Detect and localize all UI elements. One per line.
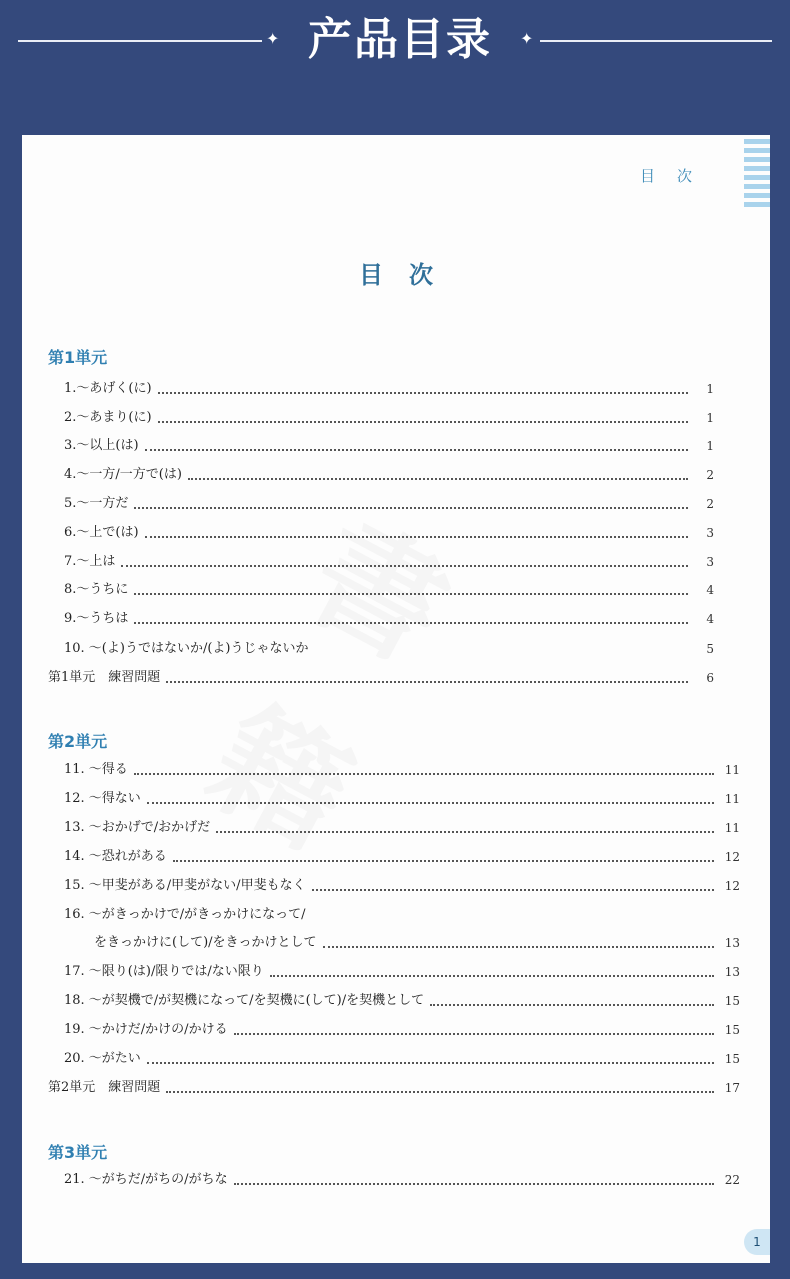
star-icon: ✦ xyxy=(266,29,280,48)
entry-page: 6 xyxy=(706,671,714,685)
entry-label: 19. ～かけだ/かけの/かける xyxy=(64,1022,228,1037)
entry-page: 11 xyxy=(724,792,740,806)
entry-label: 第2単元 練習問題 xyxy=(48,1080,161,1095)
leader-dots xyxy=(134,773,714,775)
entry-label: 5.～一方だ xyxy=(64,496,129,511)
leader-dots xyxy=(166,681,688,683)
toc-entry[interactable] xyxy=(64,551,714,573)
entry-page: 2 xyxy=(706,468,714,482)
entry-page: 13 xyxy=(724,965,740,979)
unit-heading: 第1単元 xyxy=(48,348,108,367)
entry-label: 12. ～得ない xyxy=(64,791,141,806)
entry-label: 11. ～得る xyxy=(64,762,128,777)
entry-label: 18. ～が契機で/が契機になって/を契機に(して)/を契機として xyxy=(64,993,425,1008)
leader-dots xyxy=(430,1004,714,1006)
banner-title: 产品目录 xyxy=(308,14,492,65)
leader-dots xyxy=(145,449,688,451)
toc-entry[interactable] xyxy=(64,846,740,868)
entry-page: 12 xyxy=(724,879,740,893)
leader-dots xyxy=(173,860,714,862)
entry-label: 20. ～がたい xyxy=(64,1051,141,1066)
entry-label: 10. ～(よ)うではないか/(よ)うじゃないか xyxy=(64,641,309,656)
leader-dots xyxy=(121,565,688,567)
entry-page: 22 xyxy=(724,1173,740,1187)
entry-page: 5 xyxy=(706,642,714,656)
leader-dots xyxy=(314,652,688,654)
toc-exercise-entry[interactable] xyxy=(48,667,714,689)
leader-dots xyxy=(270,975,714,977)
leader-dots xyxy=(134,622,688,624)
entry-page: 3 xyxy=(706,555,714,569)
toc-entry[interactable] xyxy=(64,407,714,429)
leader-dots xyxy=(323,946,714,948)
entry-page: 1 xyxy=(706,382,714,396)
toc-entry[interactable] xyxy=(64,522,714,544)
leader-dots xyxy=(234,1183,714,1185)
star-icon: ✦ xyxy=(520,29,534,48)
leader-dots xyxy=(147,1062,714,1064)
toc-entry[interactable] xyxy=(64,493,714,515)
banner xyxy=(0,0,790,100)
unit-heading: 第2単元 xyxy=(48,732,108,751)
toc-entry[interactable] xyxy=(64,1019,740,1041)
entry-page: 15 xyxy=(724,1052,740,1066)
entry-page: 2 xyxy=(706,497,714,511)
page-number: 1 xyxy=(744,1229,770,1255)
toc-entry[interactable] xyxy=(64,817,740,839)
toc-entry[interactable] xyxy=(64,1048,740,1070)
entry-label: 第1単元 練習問題 xyxy=(48,670,161,685)
entry-label: 9.～うちは xyxy=(64,611,129,626)
leader-dots xyxy=(134,507,688,509)
leader-dots xyxy=(312,889,714,891)
toc-entry[interactable] xyxy=(64,990,740,1012)
entry-label: 3.～以上(は) xyxy=(64,438,139,453)
entry-label: 14. ～恐れがある xyxy=(64,849,167,864)
entry-page: 3 xyxy=(706,526,714,540)
toc-entry[interactable] xyxy=(64,464,714,486)
toc-entry[interactable] xyxy=(64,788,740,810)
toc-title: 目次 xyxy=(359,260,459,289)
entry-label: 2.～あまり(に) xyxy=(64,410,152,425)
toc-entry[interactable] xyxy=(64,759,740,781)
entry-label: 15. ～甲斐がある/甲斐がない/甲斐もなく xyxy=(64,878,306,893)
book-page xyxy=(22,135,770,1263)
leader-dots xyxy=(166,1091,714,1093)
entry-page: 12 xyxy=(724,850,740,864)
entry-label: をきっかけに(して)/をきっかけとして xyxy=(94,935,317,950)
entry-label: 16. ～がきっかけで/がきっかけになって/ xyxy=(64,907,306,922)
stripe-decoration xyxy=(744,139,770,211)
running-header: 目次 xyxy=(639,167,714,185)
entry-page: 1 xyxy=(706,439,714,453)
entry-page: 17 xyxy=(724,1081,740,1095)
leader-dots xyxy=(188,478,688,480)
leader-dots xyxy=(158,421,688,423)
entry-label: 6.～上で(は) xyxy=(64,525,139,540)
unit-heading: 第3単元 xyxy=(48,1143,108,1162)
leader-dots xyxy=(145,536,688,538)
entry-label: 21. ～がちだ/がちの/がちな xyxy=(64,1172,228,1187)
toc-entry[interactable] xyxy=(64,378,714,400)
entry-page: 1 xyxy=(706,411,714,425)
entry-page: 15 xyxy=(724,994,740,1008)
banner-rule-right xyxy=(540,40,772,42)
leader-dots xyxy=(158,392,688,394)
toc-entry[interactable] xyxy=(64,904,740,926)
leader-dots xyxy=(147,802,714,804)
entry-page: 11 xyxy=(724,763,740,777)
leader-dots xyxy=(134,593,688,595)
entry-page: 4 xyxy=(706,583,714,597)
toc-entry[interactable] xyxy=(64,1169,740,1191)
banner-rule-left xyxy=(18,40,262,42)
entry-page: 11 xyxy=(724,821,740,835)
entry-label: 13. ～おかげで/おかげだ xyxy=(64,820,211,835)
entry-page: 4 xyxy=(706,612,714,626)
watermark: 書 籍 xyxy=(186,495,472,877)
leader-dots xyxy=(216,831,714,833)
toc-entry-continuation[interactable] xyxy=(94,932,740,954)
toc-entry[interactable] xyxy=(64,579,714,601)
entry-label: 17. ～限り(は)/限りでは/ない限り xyxy=(64,964,264,979)
entry-page: 15 xyxy=(724,1023,740,1037)
entry-label: 7.～上は xyxy=(64,554,116,569)
toc-entry[interactable] xyxy=(64,638,714,660)
toc-exercise-entry[interactable] xyxy=(48,1077,740,1099)
leader-dots xyxy=(234,1033,714,1035)
toc-entry[interactable] xyxy=(64,875,740,897)
toc-entry[interactable] xyxy=(64,608,714,630)
entry-label: 4.～一方/一方で(は) xyxy=(64,467,182,482)
entry-label: 8.～うちに xyxy=(64,582,129,597)
toc-entry[interactable] xyxy=(64,435,714,457)
entry-label: 1.～あげく(に) xyxy=(64,381,152,396)
toc-entry[interactable] xyxy=(64,961,740,983)
entry-page: 13 xyxy=(724,936,740,950)
